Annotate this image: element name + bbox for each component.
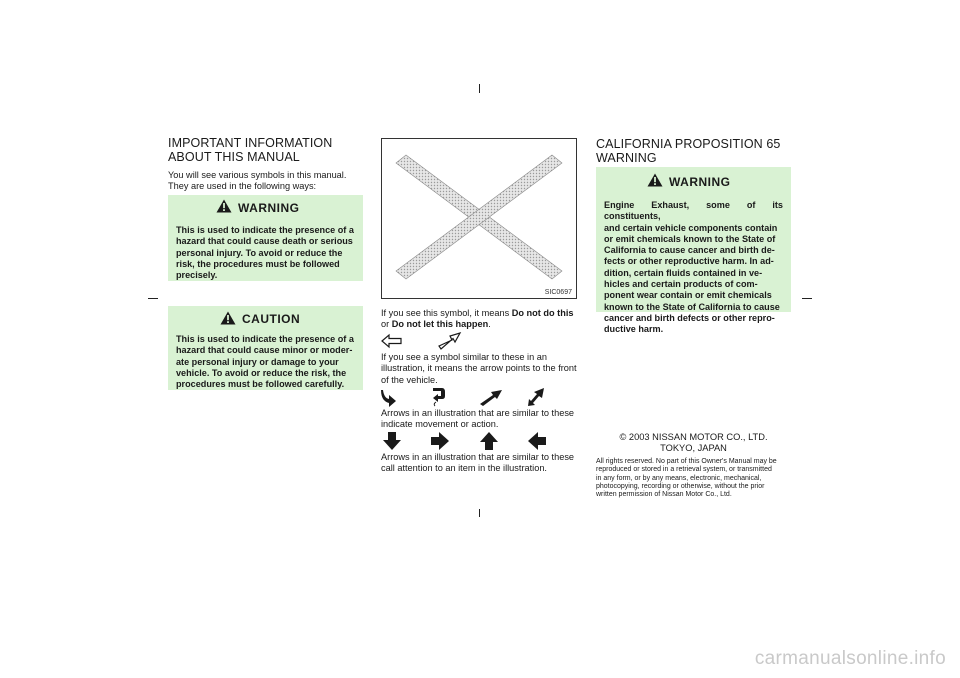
- warning-box: [168, 195, 363, 281]
- curved-arrow-icon: [381, 388, 397, 408]
- heading-important-info: IMPORTANT INFORMATION ABOUT THIS MANUAL: [168, 136, 333, 164]
- down-left-arrow-icon: [527, 387, 545, 407]
- crop-mark-bottom: [479, 509, 480, 517]
- warning-triangle-icon: [216, 199, 232, 213]
- intro-text: You will see various symbols in this manual. They are used in the following ways:: [168, 170, 347, 192]
- arrow-right-icon: [430, 431, 450, 451]
- front-arrow-outline-icon: [381, 333, 403, 349]
- paragraph-attention: Arrows in an illustration that are similar to these call attention to an item in the illustration.: [381, 452, 575, 474]
- front-arrow-outline-angled-icon: [438, 332, 462, 350]
- arrow-down-icon: [382, 431, 402, 451]
- prop65-warning-text: Engine Exhaust, some of its constituents, and certain vehicle components contain or emit chemicals known to the State of California to cause cancer and birth de- fects or other reproductive harm. In ad- dition, certain fluids contained in ve- hicles and certain products of com- ponent wear contain or emit chemicals known to the State of California to cause cancer and birth defects or other repro- ductive harm.: [604, 200, 783, 335]
- warning-triangle-icon: [647, 173, 663, 187]
- copyright-notice: © 2003 NISSAN MOTOR CO., LTD. TOKYO, JAPAN: [619, 432, 768, 453]
- prop65-warning-title: WARNING: [669, 175, 731, 189]
- crop-mark-top: [479, 84, 480, 93]
- curved-outline-arrow-icon: [430, 387, 446, 407]
- x-mark-icon: [382, 139, 576, 298]
- paragraph-do-not: If you see this symbol, it means Do not do this or Do not let this happen.: [381, 308, 574, 330]
- x-symbol-figure: [381, 138, 577, 299]
- warning-triangle-icon: [220, 311, 236, 325]
- paragraph-movement: Arrows in an illustration that are similar to these indicate movement or action.: [381, 408, 575, 430]
- watermark: carmanualsonline.info: [754, 648, 946, 669]
- crop-mark-right: [802, 298, 812, 299]
- warning-title: WARNING: [238, 201, 300, 215]
- arrow-left-icon: [527, 431, 547, 451]
- crop-mark-left: [148, 298, 158, 299]
- paragraph-front-arrow: If you see a symbol similar to these in an illustration, it means the arrow points to the front of the vehicle.: [381, 352, 577, 385]
- prop65-warning-box: [596, 167, 791, 335]
- legal-text: All rights reserved. No part of this Owner's Manual may be reproduced or stored in a retrieval system, or transmitted in any form, or by any means, electronic, mechanical, photocopying, recording or otherwise, without the prior written permission of Nissan Motor Co., Ltd.: [596, 458, 777, 499]
- caution-box: [168, 306, 363, 390]
- caution-title: CAUTION: [242, 312, 301, 326]
- caution-text: This is used to indicate the presence of a hazard that could cause minor or moder- ate personal injury or damage to your vehicle. To avoid or reduce the risk, the procedures must be followed carefully.: [176, 334, 354, 390]
- warning-text: This is used to indicate the presence of a hazard that could cause death or serious personal injury. To avoid or reduce the risk, the procedures must be followed precisely.: [176, 225, 354, 281]
- diagonal-arrow-icon: [479, 389, 503, 407]
- figure-code: SIC0697: [544, 289, 572, 296]
- arrow-up-icon: [479, 431, 499, 451]
- heading-prop-65: CALIFORNIA PROPOSITION 65 WARNING: [596, 137, 781, 165]
